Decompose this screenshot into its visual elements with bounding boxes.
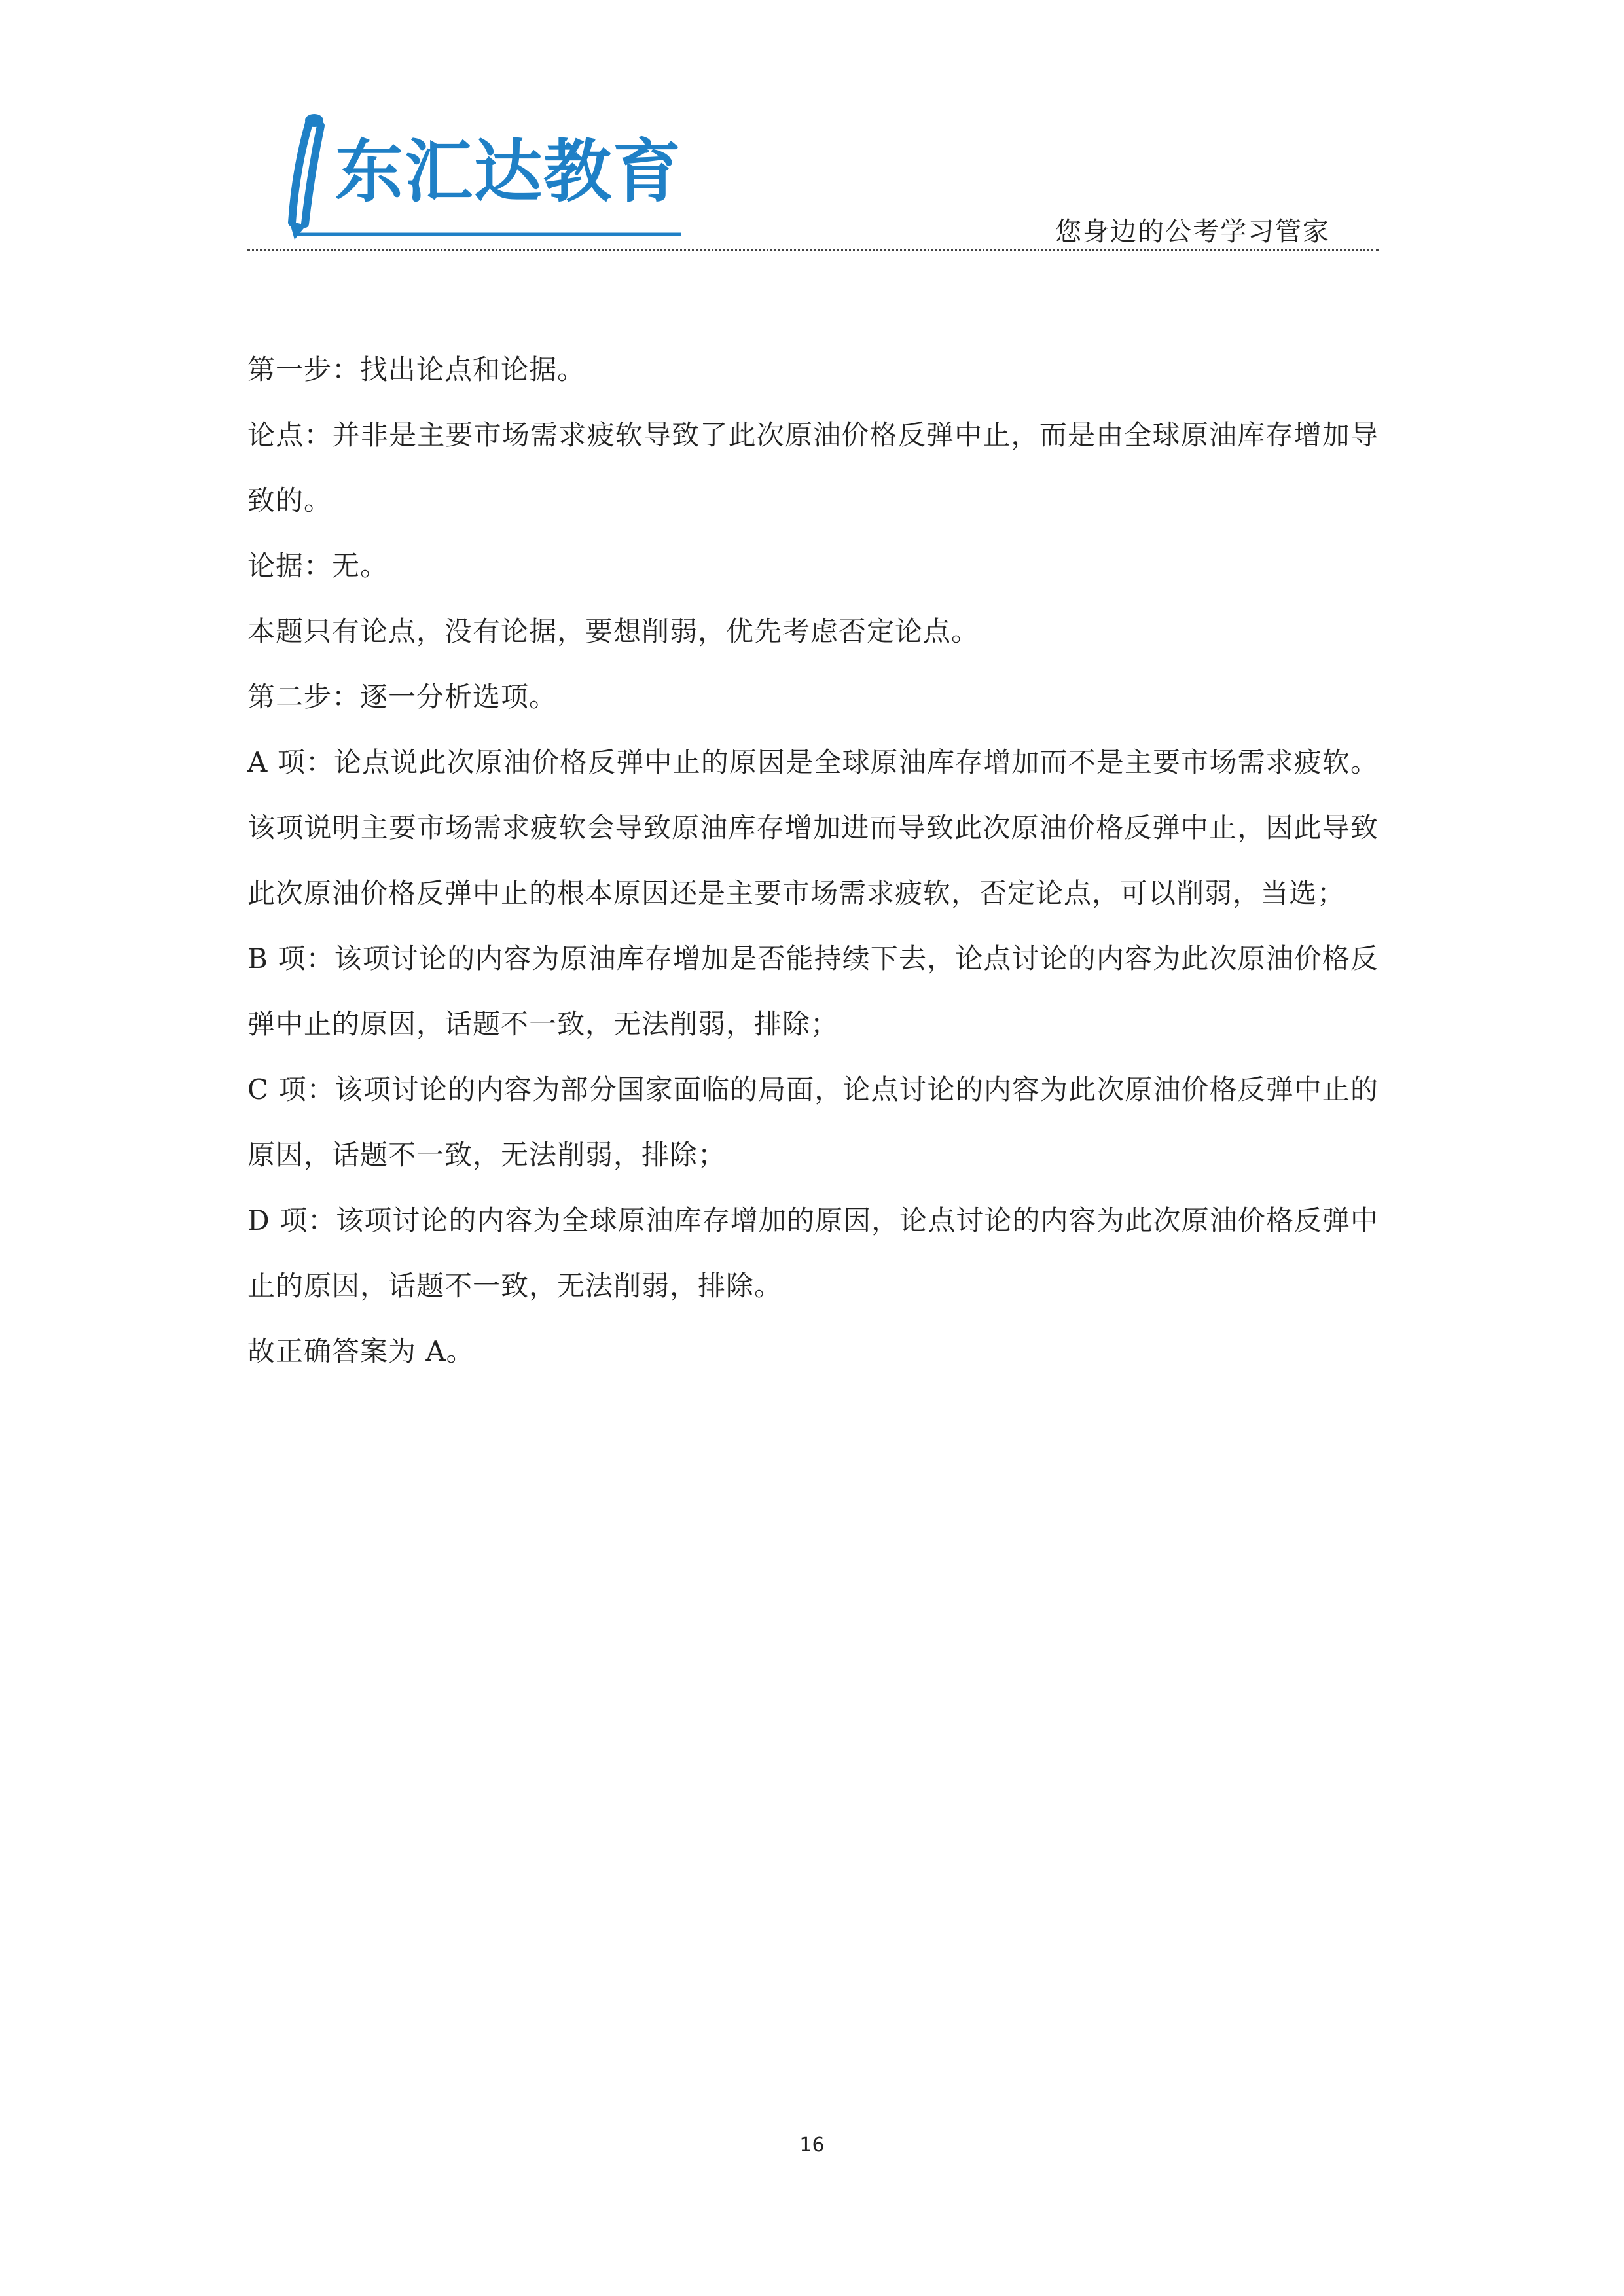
paragraph: 本题只有论点，没有论据，要想削弱，优先考虑否定论点。: [247, 615, 980, 647]
answer-explanation: [247, 337, 1379, 1384]
paragraph: 故正确答案为 A。: [247, 1335, 475, 1367]
header-divider: [247, 249, 1379, 251]
paragraph: A 项：论点说此次原油价格反弹中止的原因是全球原油库存增加而不是主要市场需求疲软。该项说明主要市场需求疲软会导致原油库存增加进而导致此次原油价格反弹中止，因此导致此次原油价格反弹中止的根本原因还是主要市场需求疲软，否定论点，可以削弱，当选；: [247, 746, 1379, 909]
paragraph: D 项：该项讨论的内容为全球原油库存增加的原因，论点讨论的内容为此次原油价格反弹中止的原因，话题不一致，无法削弱，排除。: [247, 1204, 1379, 1302]
paragraph: 论点：并非是主要市场需求疲软导致了此次原油价格反弹中止，而是由全球原油库存增加导致的。: [247, 419, 1379, 516]
page-number: 16: [799, 2134, 825, 2157]
paragraph: C 项：该项讨论的内容为部分国家面临的局面，论点讨论的内容为此次原油价格反弹中止的原因，话题不一致，无法削弱，排除；: [247, 1073, 1379, 1171]
brand-logo: [275, 111, 694, 242]
header-tagline: 您身边的公考学习管家: [1055, 217, 1330, 247]
paragraph: 第一步：找出论点和论据。: [247, 353, 586, 386]
paragraph: 论据：无。: [247, 550, 389, 582]
logo-wordmark: 东汇达教育: [335, 132, 683, 211]
paragraph: 第二步：逐一分析选项。: [247, 681, 558, 713]
paragraph: B 项：该项讨论的内容为原油库存增加是否能持续下去，论点讨论的内容为此次原油价格反弹中止的原因，话题不一致，无法削弱，排除；: [247, 942, 1379, 1040]
